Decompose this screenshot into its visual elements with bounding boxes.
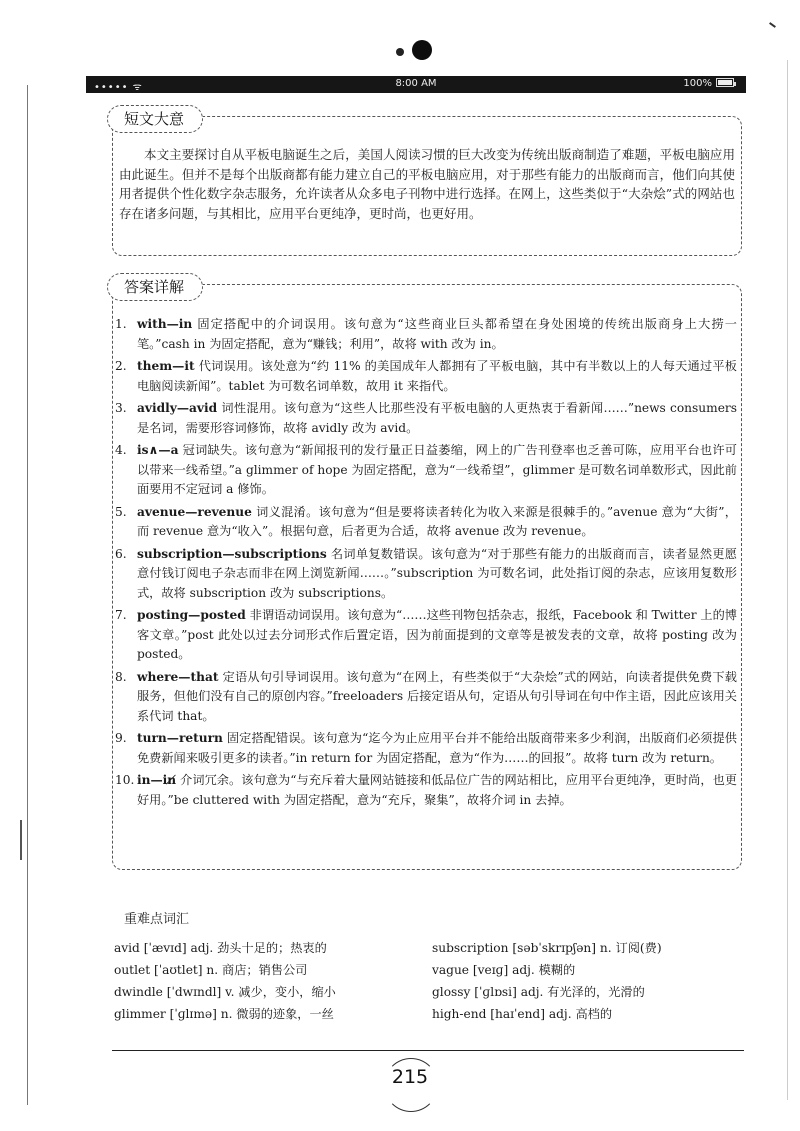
vocab-entry: glossy [ˈɡlɒsi] adj. 有光泽的，光滑的	[432, 985, 645, 999]
vocab-entry: vague [veɪɡ] adj. 模糊的	[432, 963, 576, 977]
answer-explanation: 词义混淆。该句意为“但是要将读者转化为收入来源是很棘手的。”avenue 意为“大街”，而 revenue 意为“收入”。根据句意，后者更为合适，故将 avenue 改为 revenue。	[137, 504, 737, 538]
answer-explanation: 非谓语动词误用。该句意为“……这些刊物包括杂志，报纸，Facebook 和 Twitter 上的博客文章。”post 此处以过去分词形式作后置定语，因为前面提到的文章等是被发表的文章，故将 posting 改为 posted。	[137, 608, 737, 661]
answer-number: 4.	[115, 443, 127, 457]
answer-explanation: 定语从句引导词误用。该句意为“在网上，有些类似于“大杂烩”式的网站，向读者提供免费下载服务，但他们没有自己的原创内容。”freeloaders 后接定语从句，定语从句引导词在句中作主语，因此应该用关系代词 that。	[137, 669, 737, 723]
vocab-column-right	[432, 937, 762, 1025]
camera-dot-icon	[396, 48, 404, 56]
answer-item	[113, 399, 737, 438]
answer-explanation: 固定搭配中的介词误用。该句意为“这些商业巨头都希望在身处困境的传统出版商身上大捞一笔。”cash in 为固定搭配，意为“赚钱；利用”，故将 with 改为 in。	[137, 317, 737, 351]
answer-item	[113, 668, 737, 727]
answer-item	[113, 771, 737, 810]
answer-item	[113, 729, 737, 768]
answer-item	[113, 503, 737, 542]
answer-item	[113, 606, 737, 665]
answers-section	[112, 278, 742, 870]
answer-explanation: 介词冗余。该句意为“与充斥着大量网站链接和低品位广告的网站相比，应用平台更纯净，更时尚，也更好用。”be cluttered with 为固定搭配，意为“充斥，聚集”，故将介词 in 去掉。	[137, 773, 737, 807]
corner-mark	[769, 22, 776, 28]
status-time: 8:00 AM	[395, 78, 437, 89]
vocab-entry: outlet [ˈaʊtlet] n. 商店；销售公司	[114, 963, 308, 977]
answer-correction: posting—posted	[137, 608, 246, 622]
answers-list	[113, 315, 737, 813]
answer-correction: is∧—a	[137, 443, 179, 457]
answer-number: 1.	[115, 317, 127, 331]
summary-section	[112, 110, 742, 256]
signal-icon: ••••• ᯤ	[94, 82, 143, 93]
answer-item	[113, 315, 737, 354]
answer-correction: in—in̸	[137, 773, 177, 787]
battery-status	[683, 78, 736, 89]
answer-correction: where—that	[137, 669, 219, 684]
answer-number: 2.	[115, 359, 127, 373]
answer-correction: them—it	[137, 359, 195, 373]
answer-item	[113, 357, 737, 396]
vocab-entry: high-end [haɪˈend] adj. 高档的	[432, 1007, 613, 1021]
vocab-column-left	[114, 937, 444, 1025]
answer-item	[113, 441, 737, 500]
answer-correction: turn—return	[137, 731, 223, 745]
vocab-entry: avid [ˈævɪd] adj. 劲头十足的；热衷的	[114, 941, 327, 955]
battery-icon	[716, 78, 734, 87]
vocab-entry: glimmer [ˈɡlɪmə] n. 微弱的迹象，一丝	[114, 1007, 334, 1021]
answer-explanation: 词性混用。该句意为“这些人比那些没有平板电脑的人更热衷于看新闻……”news consumers 是名词，需要形容词修饰，故将 avidly 改为 avid。	[137, 401, 737, 435]
answer-number: 10.	[115, 773, 135, 787]
answer-explanation: 冠词缺失。该句意为“新闻报刊的发行量正日益萎缩，网上的广告刊登率也乏善可陈，应用平台也许可以带来一线希望。”a glimmer of hope 为固定搭配，意为“一线希望”，glimmer 是可数名词单数形式，因此前面要用不定冠词 a 修饰。	[137, 443, 737, 496]
answer-explanation: 代词误用。该处意为“约 11% 的美国成年人都拥有了平板电脑，其中有半数以上的人每天通过平板电脑阅读新闻”。tablet 为可数名词单数，故用 it 来指代。	[137, 359, 737, 393]
answers-heading: 答案详解	[107, 273, 203, 301]
answer-item	[113, 545, 737, 604]
vocab-entry: subscription [səbˈskrɪpʃən] n. 订阅(费)	[432, 941, 662, 955]
summary-paragraph: 本文主要探讨自从平板电脑诞生之后，美国人阅读习惯的巨大改变为传统出版商制造了难题，平板电脑应用由此诞生。但并不是每个出版商都有能力建立自己的平板电脑应用，对于那些有能力的出版商而言，他们向其使用者提供个性化数字杂志服务，允许读者从众多电子刊物中进行选择。在网上，这些类似于“大杂烩”式的网站也存在诸多问题，与其相比，应用平台更纯净，更时尚，也更好用。	[119, 147, 735, 221]
margin-tick	[20, 820, 22, 860]
summary-heading: 短文大意	[107, 105, 203, 133]
answer-number: 8.	[115, 669, 127, 684]
footer-divider	[112, 1050, 744, 1051]
answer-explanation: 名词单复数错误。该句意为“对于那些有能力的出版商而言，读者显然更愿意付钱订阅电子杂志而非在网上浏览新闻……。”subscription 为可数名词，此处指订阅的杂志，应该用复数形式，故将 subscription 改为 subscriptions。	[137, 546, 737, 600]
margin-rule-left	[27, 85, 28, 1105]
answer-explanation: 固定搭配错误。该句意为“迄今为止应用平台并不能给出版商带来多少利润，出版商们必须提供免费新闻来吸引更多的读者。”in return for 为固定搭配，意为“作为……的回报”。故将 turn 改为 return。	[137, 731, 737, 765]
vocab-entry: dwindle [ˈdwɪndl] v. 减少，变小，缩小	[114, 985, 336, 999]
camera-lens-icon	[412, 40, 432, 60]
answer-correction: with—in	[137, 317, 193, 331]
answer-number: 6.	[115, 546, 127, 561]
vocab-heading: 重难点词汇	[124, 912, 190, 927]
answer-correction: avenue—revenue	[137, 504, 252, 519]
answer-correction: subscription—subscriptions	[137, 546, 327, 561]
answer-number: 5.	[115, 504, 127, 519]
answer-number: 3.	[115, 401, 127, 415]
margin-rule-right	[787, 60, 788, 1100]
answer-number: 9.	[115, 731, 127, 745]
answer-number: 7.	[115, 608, 127, 622]
battery-percent: 100%	[683, 78, 712, 89]
answer-correction: avidly—avid	[137, 401, 218, 415]
status-bar	[86, 76, 746, 93]
page-number: 215	[391, 1066, 429, 1088]
